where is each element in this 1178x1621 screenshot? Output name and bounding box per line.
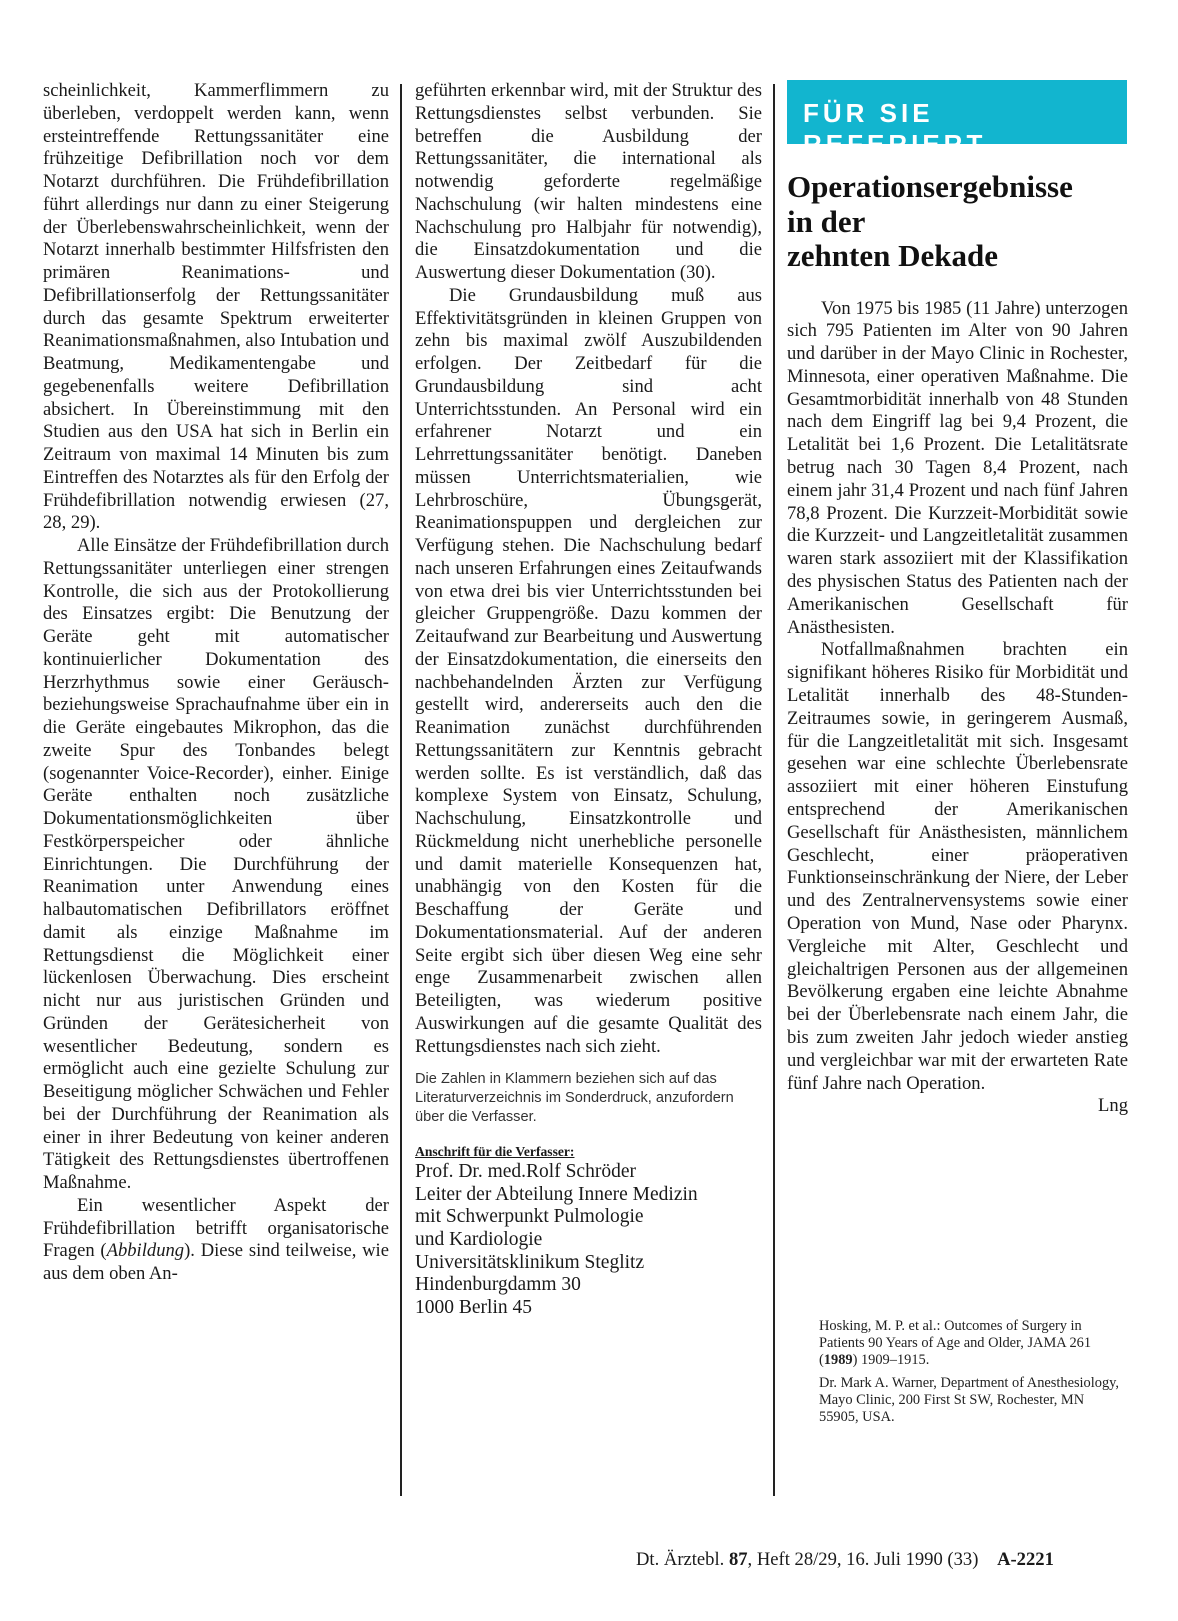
- column-divider: [400, 84, 402, 1496]
- paragraph-text: Ein wesentlicher Aspekt der Frühdefibrillation betrifft organisatorische Fragen (: [43, 1194, 389, 1262]
- address-line: 1000 Berlin 45: [415, 1296, 532, 1318]
- address-line: Hindenburgdamm 30: [415, 1274, 581, 1296]
- address-line: und Kardiologie: [415, 1229, 543, 1251]
- section-banner-label: FÜR SIE REFERIERT: [803, 98, 987, 159]
- author-signature: Lng: [1098, 1095, 1128, 1117]
- paragraph: Von 1975 bis 1985 (11 Jahre) unterzogen sich 795 Patienten im Alter von 90 Jahren und darüber in der Mayo Clinic in Rochester, Minnesota, einer operativen Maßnahme. Die Gesamtmorbidität innerhalb von 48 Stunden nach dem Eingriff lag bei 9,4 Prozent, die Letalität bei 1,6 Prozent. Die Letalitätsrate betrug nach 30 Tagen 8,4 Prozent, nach einem jahr 31,4 Prozent und nach fünf Jahren 78,8 Prozent. Die Kurzzeit-Morbidität sowie die Kurzzeit- und Langzeitletalität zusammen waren stark assoziiert mit der Klassifikation des physischen Status des Patienten nach der Amerikanischen Gesellschaft für Anästhesisten.: [787, 297, 1128, 638]
- sidebar-article: [787, 80, 1128, 1118]
- headline-line: zehnten Dekade: [787, 238, 998, 273]
- paragraph: [43, 1195, 389, 1286]
- section-banner: [787, 80, 1127, 159]
- column-divider: [773, 84, 775, 1496]
- journal-issue: , Heft 28/29, 16. Juli 1990 (33): [747, 1549, 979, 1570]
- address-line: mit Schwerpunkt Pulmologie: [415, 1206, 644, 1228]
- address-line: Universitätsklinikum Steglitz: [415, 1251, 645, 1273]
- reference-contact: Dr. Mark A. Warner, Department of Anesthesiology, Mayo Clinic, 200 First St SW, Rochester, MN 55905, USA.: [819, 1375, 1120, 1425]
- paragraph: scheinlichkeit, Kammerflimmern zu überleben, verdoppelt werden kann, wenn ersteintreffende Rettungssanitäter eine frühzeitige Defibrillation noch vor dem Notarzt durchführen. Die Frühdefibrillation führt allerdings nur dann zu einer Steigerung der Überlebenswahrscheinlichkeit, wenn der Notarzt innerhalb bestimmter Hilfsfristen den primären Reanimations- und Defibrillationserfolg der Rettungssanitäter durch das gesamte Spektrum erweiterter Reanimationsmaßnahmen, also Intubation und Beatmung, Medikamentengabe und gegebenenfalls weitere Defibrillation absichert. In Übereinstimmung mit den Studien aus den USA hat sich in Berlin ein Zeitraum von maximal 14 Minuten bis zum Eintreffen des Notarztes als für den Erfolg der Frühdefibrillation notwendig erwiesen (27, 28, 29).: [43, 80, 389, 534]
- address-line: Leiter der Abteilung Innere Medizin: [415, 1183, 698, 1205]
- headline-line: Operationsergebnisse: [787, 169, 1073, 204]
- figure-reference: Abbildung: [106, 1240, 185, 1262]
- article-column-2: [415, 80, 762, 1319]
- paragraph: geführten erkennbar wird, mit der Struktur des Rettungsdienstes selbst verbunden. Sie betreffen die Ausbildung der Rettungssanitäter, die international als notwendig geforderte regelmäßige Nachschulung (wir halten mindestens eine Nachschulung pro Halbjahr für notwendig), die Einsatzdokumentation und die Auswertung dieser Dokumentation (30).: [415, 80, 762, 283]
- paragraph: Die Grundausbildung muß aus Effektivitätsgründen in kleinen Gruppen von zehn bis maximal zwölf Auszubildenden erfolgen. Der Zeitbedarf für die Grundausbildung sind acht Unterrichtsstunden. An Personal wird ein erfahrener Notarzt und ein Lehrrettungssanitäter benötigt. Daneben müssen Unterrichtsmaterialien, wie Lehrbroschüre, Übungsgerät, Reanimationspuppen und dergleichen zur Verfügung stehen. Die Nachschulung bedarf nach unseren Erfahrungen eines Zeitaufwands von etwa drei bis vier Unterrichtsstunden bei gleicher Gruppengröße. Dazu kommen der Zeitaufwand zur Bearbeitung und Auswertung der Einsatzdokumentation, die einerseits den nachbehandelnden Ärzten zur Verfügung gestellt wird, andererseits auch den die Reanimation zunächst durchführenden Rettungssanitätern zur Kenntnis gebracht werden sollte. Es ist verständlich, daß das komplexe System von Einsatz, Schulung, Nachschulung, Einsatzkontrolle und Rückmeldung nicht unerhebliche personelle und damit materielle Konsequenzen hat, unabhängig von den Kosten für die Beschaffung der Geräte und Dokumentationsmaterial. Auf der anderen Seite ergibt sich über diesen Weg eine sehr enge Zusammenarbeit zwischen allen Beteiligten, was wiederum positive Auswirkungen auf die gesamte Qualität des Rettungsdienstes nach sich zieht.: [415, 284, 762, 1057]
- page-number: A-2221: [997, 1549, 1054, 1570]
- reference-text: ) 1909–1915.: [852, 1352, 930, 1368]
- article-column-1: [43, 80, 389, 1286]
- paragraph: Alle Einsätze der Frühdefibrillation durch Rettungssanitäter unterliegen einer strengen Kontrolle, die sich aus der Protokollierung des Einsatzes ergibt: Die Benutzung der Geräte geht mit automatischer kontinuierlicher Dokumentation des Herzrhythmus sowie einer Geräusch- beziehungsweise Sprachaufnahme über ein in die Geräte eingebautes Mikrophon, das die zweite Spur des Tonbandes belegt (sogenannter Voice-Recorder), einher. Einige Geräte enthalten noch zusätzliche Dokumentationsmöglichkeiten über Festkörperspeicher oder ähnliche Einrichtungen. Die Durchführung der Reanimation unter Anwendung eines halbautomatischen Defibrillators eröffnet damit als einzige Maßnahme im Rettungsdienst die Möglichkeit einer lückenlosen Überwachung. Dies erscheint nicht nur aus juristischen Gründen und Gründen der Gerätesicherheit von wesentlicher Bedeutung, sondern es ermöglicht auch eine gezielte Schulung zur Beseitigung möglicher Schwächen und Fehler bei der Durchführung der Reanimation als einer in ihrer Bedeutung von keiner anderen Tätigkeit des Rettungsdienstes übertroffenen Maßnahme.: [43, 535, 389, 1193]
- headline-line: in der: [787, 203, 866, 239]
- sidebar-body: [787, 298, 1128, 1119]
- author-address: [415, 1161, 762, 1319]
- journal-volume: 87: [728, 1549, 748, 1570]
- page-footer: [636, 1549, 1054, 1571]
- literature-note: Die Zahlen in Klammern beziehen sich auf das Literaturverzeichnis im Sonderdruck, anzufordern über die Verfasser.: [415, 1071, 734, 1126]
- references: [819, 1318, 1121, 1432]
- reference-text: Hosking, M. P. et al.: Outcomes of Surgery in Patients 90 Years of Age and Older, JAMA 261 (: [819, 1318, 1092, 1368]
- address-line: Prof. Dr. med.Rolf Schröder: [415, 1161, 636, 1183]
- reference-year: 1989: [823, 1352, 853, 1368]
- paragraph: Notfallmaßnahmen brachten ein signifikant höheres Risiko für Morbidität und Letalität innerhalb des 48-Stunden-Zeitraumes sowie, in geringerem Ausmaß, für die Langzeitletalität mit sich. Insgesamt gesehen war eine schlechte Überlebensrate assoziiert mit einer höheren Einstufung entsprechend der Amerikanischen Gesellschaft für Anästhesisten, männlichem Geschlecht, einer präoperativen Funktionseinschränkung der Niere, der Leber und des Zentralnervensystems sowie einer Operation von Mund, Nase oder Pharynx. Vergleiche mit Alter, Geschlecht und gleichaltrigen Personen aus der allgemeinen Bevölkerung ergaben eine leichte Abnahme bei der Überlebensrate nach einem Jahr, die bis zum zweiten Jahr jedoch wieder anstieg und vergleichbar war mit der erwarteten Rate fünf Jahre nach Operation.: [787, 639, 1128, 1094]
- article-headline: [787, 170, 1128, 274]
- reference-citation: [819, 1318, 1121, 1369]
- paragraph-text: ). Diese sind teilweise, wie aus dem oben An-: [43, 1240, 389, 1284]
- journal-name: Dt. Ärztebl.: [636, 1549, 725, 1570]
- address-label: Anschrift für die Verfasser:: [415, 1144, 575, 1160]
